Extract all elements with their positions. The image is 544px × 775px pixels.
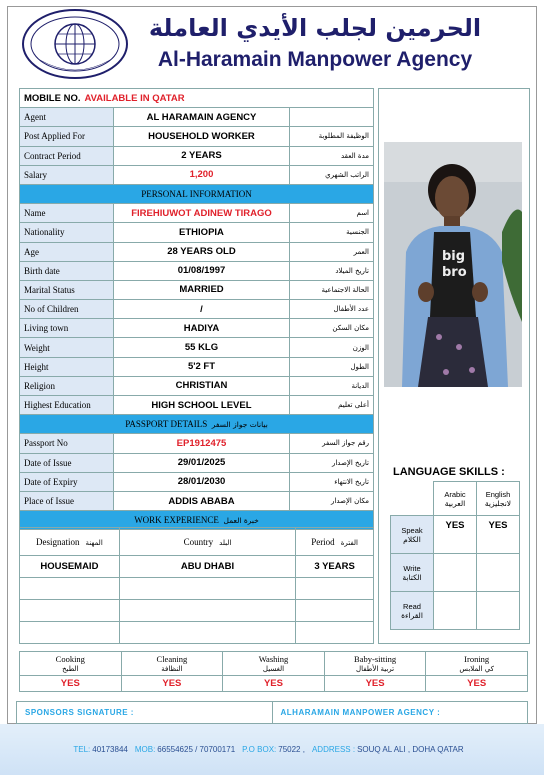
- field-label: Age: [20, 242, 114, 261]
- period-value: 3 YEARS: [296, 556, 374, 578]
- field-label-ar: رقم جواز السفر: [290, 434, 374, 453]
- designation-header: [20, 528, 120, 556]
- english-label: English: [485, 489, 511, 499]
- country-label-ar: البلد: [219, 538, 232, 547]
- info-row: [20, 204, 374, 223]
- skill-label: Baby-sitting: [354, 653, 397, 664]
- info-row: [20, 453, 374, 472]
- field-value: 01/08/1997: [113, 261, 289, 280]
- field-value: HADIYA: [113, 319, 289, 338]
- brand-name-english: Al-Haramain Manpower Agency: [157, 48, 473, 71]
- skill-value: YES: [426, 676, 528, 692]
- info-row: [20, 472, 374, 491]
- agency-logo: [20, 8, 130, 80]
- write-label-ar: الكتابة: [402, 572, 422, 582]
- work-header-row: [20, 528, 374, 556]
- skill-baby-sitting: [324, 652, 426, 676]
- empty-cell: [296, 600, 374, 622]
- info-row: [20, 376, 374, 395]
- field-label: No of Children: [20, 300, 114, 319]
- skills-table: [19, 651, 528, 692]
- write-english-value: [477, 554, 520, 592]
- skill-label-ar: تربية الأطفال: [356, 664, 395, 673]
- field-label-ar: مكان الإصدار: [290, 491, 374, 510]
- info-row: [20, 108, 374, 127]
- pobox-value: 75022 ,: [278, 745, 305, 754]
- speak-english-value: YES: [477, 516, 520, 554]
- english-label-ar: لانجليزية: [484, 498, 512, 508]
- info-row: [20, 261, 374, 280]
- read-label-cell: [391, 592, 434, 630]
- field-label: Living town: [20, 319, 114, 338]
- field-label: Agent: [20, 108, 114, 127]
- field-value: 55 KLG: [113, 338, 289, 357]
- empty-cell: [119, 622, 295, 644]
- passport-title: PASSPORT DETAILS: [125, 419, 208, 430]
- skill-ironing: [426, 652, 528, 676]
- field-label: Date of Expiry: [20, 472, 114, 491]
- name-value: FIREHIUWOT ADINEW TIRAGO: [113, 204, 289, 223]
- english-header: [477, 482, 520, 516]
- read-row: [391, 592, 520, 630]
- field-value: CHRISTIAN: [113, 376, 289, 395]
- empty-cell: [20, 600, 120, 622]
- skills-value-row: [20, 676, 528, 692]
- skill-value: YES: [223, 676, 325, 692]
- skills-label-row: [20, 652, 528, 676]
- field-label: Weight: [20, 338, 114, 357]
- skill-washing: [223, 652, 325, 676]
- field-value: HOUSEHOLD WORKER: [113, 127, 289, 146]
- info-row: [20, 223, 374, 242]
- field-label-ar: الجنسية: [290, 223, 374, 242]
- footer-contact-bar: [0, 724, 544, 775]
- empty-cell: [296, 622, 374, 644]
- arabic-header: [434, 482, 477, 516]
- speak-label-ar: الكلام: [403, 534, 421, 544]
- field-label: Religion: [20, 376, 114, 395]
- field-label-ar: تاريخ الميلاد: [290, 261, 374, 280]
- field-value: 29/01/2025: [113, 453, 289, 472]
- tel-label: TEL:: [73, 745, 91, 754]
- shirt-text-2: bro: [442, 265, 467, 280]
- speak-label: Speak: [401, 525, 423, 535]
- field-value: 5'2 FT: [113, 357, 289, 376]
- info-row: [20, 165, 374, 184]
- skill-label-ar: كي الملابس: [459, 664, 494, 673]
- field-label-ar: الوظيفة المطلوبة: [290, 127, 374, 146]
- skill-value: YES: [121, 676, 223, 692]
- language-header-row: [391, 482, 520, 516]
- sponsor-signature-label: SPONSORS SIGNATURE :: [25, 708, 134, 717]
- field-label-ar: مدة العقد: [290, 146, 374, 165]
- field-label: Date of Issue: [20, 453, 114, 472]
- field-label-ar: تاريخ الانتهاء: [290, 472, 374, 491]
- skill-label: Ironing: [464, 653, 490, 664]
- field-label-ar: [290, 108, 374, 127]
- field-value: ETHIOPIA: [113, 223, 289, 242]
- info-row: [20, 396, 374, 415]
- work-experience-title: WORK EXPERIENCE: [134, 515, 219, 526]
- empty-cell: [20, 578, 120, 600]
- section-header: [20, 184, 374, 203]
- address-label: ADDRESS :: [311, 745, 356, 754]
- section-header: [20, 415, 374, 434]
- field-label-ar: تاريخ الإصدار: [290, 453, 374, 472]
- field-label: Place of Issue: [20, 491, 114, 510]
- field-label-ar: الحالة الاجتماعية: [290, 280, 374, 299]
- field-label-ar: أعلى تعليم: [290, 396, 374, 415]
- field-label: Marital Status: [20, 280, 114, 299]
- field-label-ar: العمر: [290, 242, 374, 261]
- designation-label-ar: المهنة: [85, 538, 103, 547]
- field-value: 28/01/2030: [113, 472, 289, 491]
- field-label: Birth date: [20, 261, 114, 280]
- passport-title-ar: بيانات جواز السفر: [211, 420, 268, 430]
- info-row: [20, 357, 374, 376]
- info-row: [20, 300, 374, 319]
- period-label-ar: الفترة: [340, 538, 358, 547]
- skill-label: Cleaning: [156, 653, 188, 664]
- field-label-ar: الطول: [290, 357, 374, 376]
- skill-value: YES: [324, 676, 426, 692]
- field-label: Salary: [20, 165, 114, 184]
- language-skills-table: [390, 481, 520, 630]
- agency-signature-label: ALHARAMAIN MANPOWER AGENCY :: [272, 702, 528, 723]
- brand-name-arabic: الحرمين لجلب الأيدي العاملة: [148, 14, 482, 42]
- field-value: AL HARAMAIN AGENCY: [113, 108, 289, 127]
- work-experience-table: [19, 527, 374, 644]
- empty-cell: [20, 622, 120, 644]
- work-row-empty: [20, 578, 374, 600]
- tel-value: 40173844: [92, 745, 128, 754]
- read-label: Read: [403, 601, 421, 611]
- info-row: [20, 280, 374, 299]
- read-arabic-value: [434, 592, 477, 630]
- field-value: HIGH SCHOOL LEVEL: [113, 396, 289, 415]
- info-row: [20, 319, 374, 338]
- empty-cell: [119, 600, 295, 622]
- write-arabic-value: [434, 554, 477, 592]
- field-label: Passport No: [20, 434, 114, 453]
- field-label-ar: اسم: [290, 204, 374, 223]
- field-label: Name: [20, 204, 114, 223]
- salary-value: 1,200: [113, 165, 289, 184]
- write-label-cell: [391, 554, 434, 592]
- country-value: ABU DHABI: [119, 556, 295, 578]
- skill-label-ar: الطبخ: [62, 664, 79, 673]
- info-row: [20, 338, 374, 357]
- write-label: Write: [403, 563, 421, 573]
- speak-row: [391, 516, 520, 554]
- designation-value: HOUSEMAID: [20, 556, 120, 578]
- empty-cell: [119, 578, 295, 600]
- period-label: Period: [311, 536, 335, 547]
- period-header: [296, 528, 374, 556]
- work-row: [20, 556, 374, 578]
- skill-label-ar: الغسيل: [262, 664, 285, 673]
- address-value: SOUQ AL ALI , DOHA QATAR: [357, 745, 464, 754]
- field-value: /: [113, 300, 289, 319]
- field-label: Highest Education: [20, 396, 114, 415]
- skill-label: Washing: [258, 653, 289, 664]
- field-value: 28 YEARS OLD: [113, 242, 289, 261]
- read-english-value: [477, 592, 520, 630]
- field-label: Height: [20, 357, 114, 376]
- signature-row: [16, 701, 528, 724]
- field-label-ar: الوزن: [290, 338, 374, 357]
- skill-label-ar: النظافة: [161, 664, 183, 673]
- designation-label: Designation: [36, 536, 80, 547]
- speak-arabic-value: YES: [434, 516, 477, 554]
- info-row: [20, 242, 374, 261]
- field-label: Contract Period: [20, 146, 114, 165]
- candidate-photo: [384, 142, 522, 387]
- field-label-ar: الديانة: [290, 376, 374, 395]
- field-value: MARRIED: [113, 280, 289, 299]
- skill-cooking: [20, 652, 122, 676]
- mobile-cell: [20, 89, 374, 108]
- mob-value: 66554625 / 70700171: [157, 745, 236, 754]
- info-row: [20, 127, 374, 146]
- field-label-ar: مكان السكن: [290, 319, 374, 338]
- mobile-label: MOBILE NO.: [24, 92, 81, 104]
- arabic-label: Arabic: [444, 489, 466, 499]
- pobox-label: P.O BOX:: [242, 745, 277, 754]
- arabic-label-ar: العربية: [444, 498, 466, 508]
- mob-label: MOB:: [134, 745, 156, 754]
- language-skills-title: LANGUAGE SKILLS :: [393, 466, 505, 478]
- empty-cell: [296, 578, 374, 600]
- field-label-ar: الراتب الشهري: [290, 165, 374, 184]
- info-row: [20, 434, 374, 453]
- field-value: 2 YEARS: [113, 146, 289, 165]
- skill-label: Cooking: [55, 653, 85, 664]
- field-label: Post Applied For: [20, 127, 114, 146]
- info-table: [19, 88, 374, 530]
- corner-cell: [391, 482, 434, 516]
- personal-info-title: PERSONAL INFORMATION: [20, 184, 374, 203]
- read-label-ar: القراءة: [401, 610, 423, 620]
- country-header: [119, 528, 295, 556]
- speak-label-cell: [391, 516, 434, 554]
- passport-number-value: EP1912475: [113, 434, 289, 453]
- country-label: Country: [183, 536, 214, 547]
- mobile-value: AVAILABLE IN QATAR: [84, 92, 185, 104]
- mobile-row: [20, 89, 374, 108]
- work-row-empty: [20, 622, 374, 644]
- passport-title-cell: [20, 415, 374, 434]
- info-row: [20, 491, 374, 510]
- info-row: [20, 146, 374, 165]
- skill-cleaning: [121, 652, 223, 676]
- field-value: ADDIS ABABA: [113, 491, 289, 510]
- shirt-text-1: big: [442, 249, 466, 264]
- work-experience-title-ar: خبرة العمل: [223, 516, 259, 526]
- write-row: [391, 554, 520, 592]
- work-row-empty: [20, 600, 374, 622]
- skill-value: YES: [20, 676, 122, 692]
- field-label-ar: عدد الأطفال: [290, 300, 374, 319]
- field-label: Nationality: [20, 223, 114, 242]
